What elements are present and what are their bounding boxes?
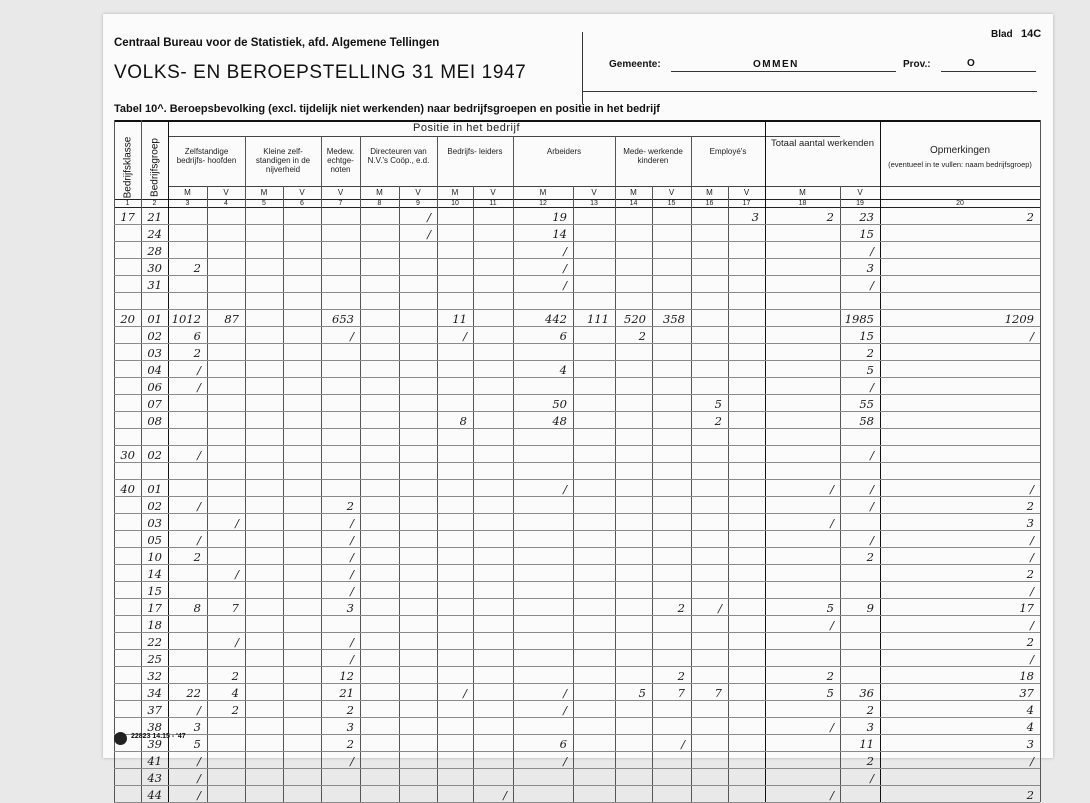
row-rule [114,666,1040,667]
bedrijfsklasse-header: Bedrijfsklasse [122,136,134,199]
row-rule [114,377,1040,378]
value-cell-col15: 2 [677,669,685,683]
bedrijfsgroep-cell: 04 [147,363,162,377]
value-cell-col18: / [830,516,834,530]
column-rule [283,186,284,802]
bedrijfsgroep-cell: 05 [147,533,162,547]
value-cell-col15: / [681,737,685,751]
value-cell-col12: 50 [552,397,567,411]
row-rule [114,462,1040,463]
row-rule [114,649,1040,650]
value-cell-col19: 58 [859,414,874,428]
column-rule [473,186,474,802]
value-cell-col12: / [563,244,567,258]
row-rule [114,598,1040,599]
value-cell-col13: 111 [587,312,609,326]
row-rule [114,581,1040,582]
value-cell-col19: / [870,771,874,785]
v-subheader: V [490,188,496,197]
row-rule [114,224,1040,225]
value-cell-col3: 6 [193,329,201,343]
value-cell-col7: / [350,584,354,598]
row-rule [114,615,1040,616]
bedrijfsgroep-header: Bedrijfsgroep [149,138,161,197]
value-cell-col18: 2 [826,210,834,224]
value-cell-col20: 18 [1019,669,1034,683]
row-rule [114,683,1040,684]
value-cell-col11: / [503,788,507,802]
value-cell-col7: 653 [332,312,354,326]
row-rule [114,275,1040,276]
value-cell-col7: / [350,533,354,547]
value-cell-col20: 4 [1026,703,1034,717]
value-cell-col19: 9 [866,601,874,615]
value-cell-col19: / [870,448,874,462]
position-group-header-2: Kleine zelf- standigen in de nijverheid [255,147,311,174]
value-cell-col14: 5 [638,686,646,700]
value-cell-col16: / [718,601,722,615]
column-number: 14 [629,200,638,207]
bedrijfsgroep-cell: 08 [147,414,162,428]
value-cell-col15: 2 [677,601,685,615]
value-cell-col4: / [235,516,239,530]
value-cell-col19: 11 [859,737,874,751]
bedrijfsgroep-cell: 18 [147,618,162,632]
value-cell-col12: 6 [559,329,567,343]
m-subheader: M [451,188,459,197]
province-value: O [967,58,975,69]
value-cell-col20: 2 [1026,635,1034,649]
mv-rule [168,186,1040,187]
value-cell-col20: 2 [1026,567,1034,581]
column-number: 16 [705,200,714,207]
position-group-header-1: Zelfstandige bedrijfs- hoofden [176,147,237,165]
value-cell-col20: 2 [1026,499,1034,513]
column-number: 9 [416,200,420,207]
position-group-header-6: Arbeiders [546,147,582,156]
printer-seal-icon [114,732,127,745]
value-cell-col3: / [197,363,201,377]
column-rule [691,136,692,802]
bedrijfsgroep-cell: 34 [147,686,162,700]
agency-name: Centraal Bureau voor de Statistiek, afd. Algemene Tellingen [114,37,440,49]
bedrijfsgroep-cell: 39 [147,737,162,751]
column-number: 15 [667,200,676,207]
bedrijfsgroep-cell: 01 [147,482,162,496]
column-number: 6 [300,200,304,207]
gemeente-value: OMMEN [753,59,799,70]
bedrijfsgroep-cell: 07 [147,397,162,411]
value-cell-col20: 37 [1019,686,1034,700]
value-cell-col12: / [563,278,567,292]
value-cell-col12: / [563,754,567,768]
value-cell-col18: / [830,788,834,802]
column-rule [437,136,438,802]
value-cell-col15: 7 [677,686,685,700]
value-cell-col20: 1209 [1004,312,1034,326]
value-cell-col7: 2 [346,703,354,717]
value-cell-col7: 3 [346,720,354,734]
value-cell-col3: 8 [193,601,201,615]
value-cell-col20: / [1030,618,1034,632]
value-cell-col16: 7 [714,686,722,700]
value-cell-col19: 15 [859,227,874,241]
value-cell-col19: / [870,533,874,547]
value-cell-col17: 3 [751,210,759,224]
value-cell-col3: / [197,380,201,394]
value-cell-col19: 36 [859,686,874,700]
value-cell-col12: 19 [552,210,567,224]
row-rule [114,700,1040,701]
bedrijfsgroep-cell: 14 [147,567,162,581]
value-cell-col19: 23 [859,210,874,224]
m-subheader: M [539,188,547,197]
row-rule [114,428,1040,429]
v-subheader: V [857,188,863,197]
bedrijfsgroep-cell: 32 [147,669,162,683]
value-cell-col18: / [830,720,834,734]
value-cell-col14: 520 [624,312,646,326]
value-cell-col19: / [870,499,874,513]
value-cell-col3: / [197,499,201,513]
v-subheader: V [223,188,229,197]
positie-header: Positie in het bedrijf [413,122,520,134]
bedrijfsgroep-cell: 25 [147,652,162,666]
position-group-header-3: Medew. echtge- noten [326,147,355,174]
column-number: 4 [224,200,228,207]
bedrijfsgroep-cell: 31 [147,278,162,292]
value-cell-col7: 2 [346,499,354,513]
value-cell-col3: 22 [186,686,201,700]
column-rule [652,186,653,802]
value-cell-col7: 2 [346,737,354,751]
value-cell-col19: / [870,482,874,496]
value-cell-col12: / [563,703,567,717]
bedrijfsklasse-cell: 30 [120,448,135,462]
row-rule [114,632,1040,633]
bedrijfsgroep-cell: 30 [147,261,162,275]
print-code: 22823 14.15 - '47 [131,733,186,740]
value-cell-col19: 2 [866,550,874,564]
bedrijfsgroep-cell: 03 [147,516,162,530]
row-rule [114,241,1040,242]
value-cell-col7: / [350,329,354,343]
column-number: 10 [451,200,459,207]
value-cell-col9: / [427,227,431,241]
value-cell-col4: 87 [224,312,239,326]
column-number: 3 [185,200,190,207]
value-cell-col4: 4 [231,686,239,700]
value-cell-col20: / [1030,533,1034,547]
row-rule [114,309,1040,310]
m-subheader: M [184,188,191,197]
value-cell-col12: 4 [559,363,567,377]
value-cell-col19: 55 [859,397,874,411]
bedrijfsgroep-cell: 21 [147,210,162,224]
v-subheader: V [299,188,305,197]
value-cell-col19: 3 [866,261,874,275]
value-cell-col18: 5 [826,686,834,700]
bedrijfsgroep-cell: 38 [147,720,162,734]
value-cell-col12: / [563,686,567,700]
column-number: 18 [798,200,807,207]
value-cell-col19: / [870,380,874,394]
value-cell-col3: / [197,788,201,802]
bedrijfsgroep-cell: 17 [147,601,162,615]
column-rule [245,136,246,802]
position-group-header-8: Employé's [709,147,747,156]
value-cell-col3: / [197,448,201,462]
position-group-header-4: Directeuren van N.V.'s Coöp., e.d. [367,147,430,165]
bedrijfsgroep-cell: 28 [147,244,162,258]
value-cell-col18: / [830,482,834,496]
column-number: 19 [856,200,864,207]
value-cell-col7: / [350,550,354,564]
value-cell-col3: 1012 [171,312,201,326]
value-cell-col12: 6 [559,737,567,751]
bedrijfsgroep-cell: 06 [147,380,162,394]
bedrijfsgroep-cell: 02 [147,499,162,513]
province-label: Prov.: [903,59,931,70]
bedrijfsgroep-cell: 02 [147,448,162,462]
row-rule [114,479,1040,480]
header-rule [168,136,840,137]
column-rule [573,186,574,802]
row-rule [114,292,1040,293]
bedrijfsgroep-cell: 43 [147,771,162,785]
value-cell-col12: 442 [545,312,567,326]
bedrijfsgroep-cell: 41 [147,754,162,768]
position-group-header-5: Bedrijfs- leiders [447,147,503,156]
value-cell-col20: / [1030,550,1034,564]
row-rule [114,394,1040,395]
bedrijfsgroep-cell: 03 [147,346,162,360]
row-rule [114,445,1040,446]
value-cell-col20: / [1030,754,1034,768]
census-form-sheet [103,14,1053,802]
m-subheader: M [799,188,806,197]
column-rule [615,136,616,802]
value-cell-col19: 3 [866,720,874,734]
value-cell-col19: 2 [866,703,874,717]
v-subheader: V [415,188,421,197]
bedrijfsgroep-cell: 10 [147,550,162,564]
value-cell-col18: / [830,618,834,632]
value-cell-col20: 3 [1026,516,1034,530]
column-number: 2 [152,200,157,207]
value-cell-col7: 21 [339,686,354,700]
row-rule [114,360,1040,361]
row-rule [114,768,1040,769]
value-cell-col3: / [197,771,201,785]
value-cell-col3: / [197,533,201,547]
value-cell-col7: / [350,754,354,768]
v-subheader: V [337,188,344,197]
value-cell-col20: 4 [1026,720,1034,734]
column-number: 11 [489,200,497,207]
column-number: 12 [539,200,547,207]
value-cell-col9: / [427,210,431,224]
value-cell-col20: / [1030,652,1034,666]
column-rule [728,186,729,802]
column-number: 8 [377,200,382,207]
value-cell-col3: 3 [193,720,201,734]
m-subheader: M [376,188,383,197]
row-rule [114,343,1040,344]
value-cell-col19: 15 [859,329,874,343]
bedrijfsgroep-cell: 01 [147,312,162,326]
value-cell-col10: / [463,329,467,343]
bedrijfsgroep-cell: 15 [147,584,162,598]
column-rule [360,136,361,802]
value-cell-col20: 3 [1026,737,1034,751]
value-cell-col3: 5 [193,737,201,751]
v-subheader: V [743,188,750,197]
value-cell-col4: / [235,567,239,581]
row-rule [114,326,1040,327]
form-title: VOLKS- EN BEROEPSTELLING 31 MEI 1947 [114,62,527,83]
bedrijfsgroep-cell: 22 [147,635,162,649]
row-rule [114,258,1040,259]
m-subheader: M [260,188,268,197]
value-cell-col4: 7 [231,601,239,615]
value-cell-col12: 48 [552,414,567,428]
sheet-label: Blad [991,29,1013,40]
row-rule [114,734,1040,735]
row-rule [114,564,1040,565]
value-cell-col3: / [197,703,201,717]
row-rule [114,496,1040,497]
value-cell-col20: 2 [1026,210,1034,224]
value-cell-col18: 2 [826,669,834,683]
column-number: 20 [956,200,964,207]
bedrijfsklasse-cell: 17 [120,210,135,224]
value-cell-col19: 5 [866,363,874,377]
value-cell-col20: / [1030,329,1034,343]
value-cell-col18: 5 [826,601,834,615]
position-group-header-7: Mede- werkende kinderen [623,147,683,165]
value-cell-col7: 3 [346,601,354,615]
value-cell-col14: 2 [638,329,646,343]
column-rule [399,186,400,802]
value-cell-col10: 8 [459,414,467,428]
value-cell-col20: / [1030,482,1034,496]
row-rule [114,411,1040,412]
gemeente-label: Gemeente: [609,59,661,70]
value-cell-col19: 1985 [844,312,874,326]
value-cell-col10: 11 [452,312,467,326]
value-cell-col3: 2 [193,550,201,564]
column-rule [1040,120,1041,802]
totaal-header: Totaal aantal werkenden [771,138,874,149]
value-cell-col20: / [1030,584,1034,598]
value-cell-col3: / [197,754,201,768]
row-rule [114,751,1040,752]
value-cell-col19: 2 [866,754,874,768]
value-cell-col16: 5 [714,397,722,411]
value-cell-col15: 358 [663,312,685,326]
bedrijfsgroep-cell: 24 [147,227,162,241]
value-cell-col3: 2 [193,346,201,360]
value-cell-col4: 2 [231,669,239,683]
value-cell-col20: 17 [1019,601,1034,615]
column-number: 17 [742,200,751,207]
value-cell-col4: 2 [231,703,239,717]
column-number: 5 [262,200,266,207]
bedrijfsgroep-cell: 02 [147,329,162,343]
row-rule [114,530,1040,531]
value-cell-col7: 12 [339,669,354,683]
value-cell-col19: / [870,278,874,292]
table-title: Tabel 10^. Beroepsbevolking (excl. tijdelijk niet werkenden) naar bedrijfsgroepen en positie in het bedrijf [114,103,660,115]
value-cell-col7: / [350,635,354,649]
value-cell-col12: 14 [552,227,567,241]
value-cell-col3: 2 [193,261,201,275]
opmerkingen-note: (eventueel in te vullen: naam bedrijfsgroep) [888,160,1032,169]
value-cell-col20: 2 [1026,788,1034,802]
value-cell-col7: / [350,567,354,581]
value-cell-col10: / [463,686,467,700]
bedrijfsklasse-cell: 40 [120,482,135,496]
row-rule [114,717,1040,718]
value-cell-col19: 2 [866,346,874,360]
value-cell-col12: / [563,261,567,275]
value-cell-col4: / [235,635,239,649]
bedrijfsklasse-cell: 20 [120,312,135,326]
row-rule [114,547,1040,548]
value-cell-col7: / [350,652,354,666]
opmerkingen-header: Opmerkingen [929,145,991,156]
bedrijfsgroep-cell: 44 [147,788,162,802]
column-number: 13 [590,200,598,207]
sheet-number: 14C [1021,28,1042,40]
value-cell-col19: / [870,244,874,258]
value-cell-col12: / [563,482,567,496]
value-cell-col7: / [350,516,354,530]
m-subheader: M [630,188,637,197]
value-cell-col16: 2 [714,414,722,428]
table-top-rule [114,120,1040,122]
row-rule [114,785,1040,786]
row-rule [114,513,1040,514]
bedrijfsgroep-cell: 37 [147,703,162,717]
v-subheader: V [591,188,597,197]
column-number: 7 [338,200,343,207]
column-number: 1 [125,200,130,207]
m-subheader: M [706,188,713,197]
v-subheader: V [668,188,675,197]
